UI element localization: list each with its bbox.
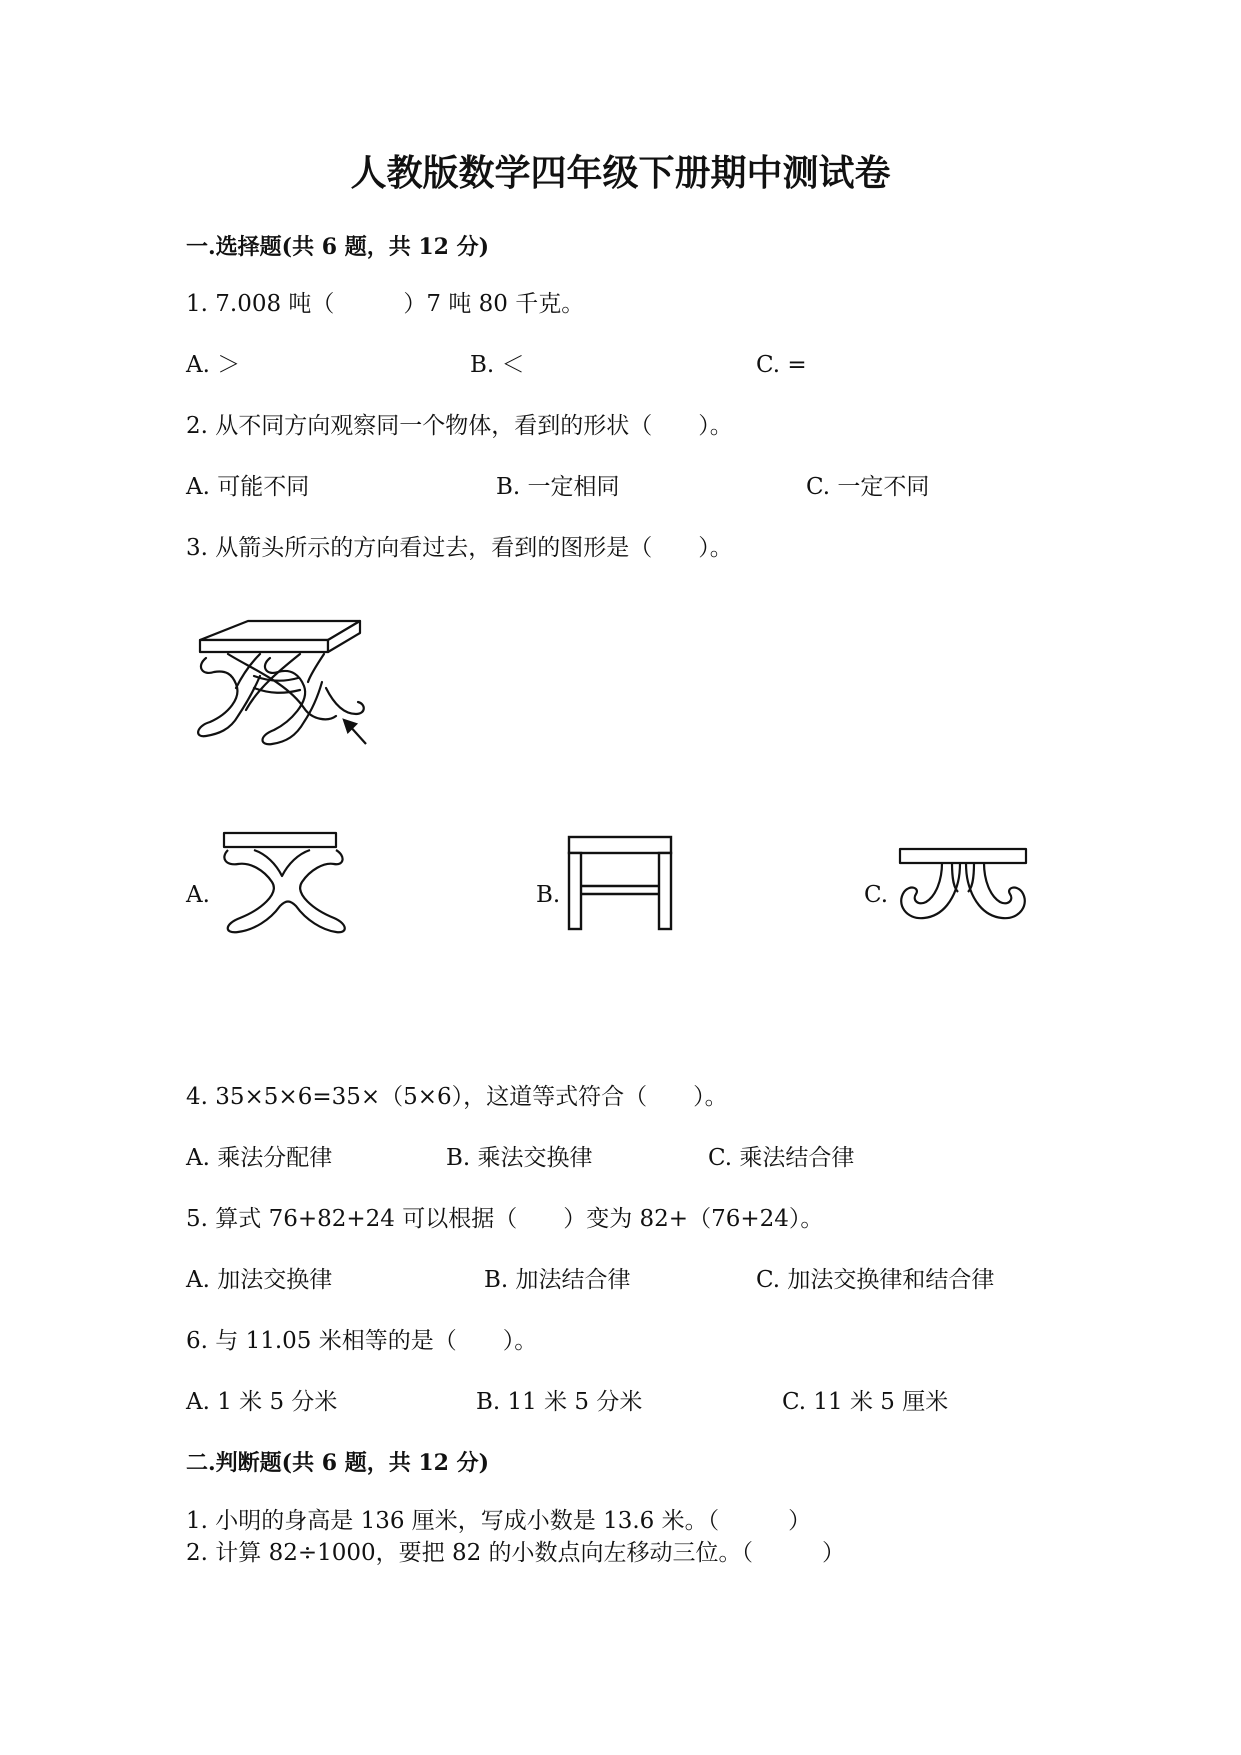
question-3-stem: 3. 从箭头所示的方向看过去，看到的图形是（ ）。 [186,535,733,561]
question-3-option-a[interactable]: A. [186,882,210,908]
question-1-option-c[interactable]: C. = [756,352,807,378]
section-heading-choice: 一.选择题(共 6 题，共 12 分) [186,234,490,260]
question-4-stem: 4. 35×5×6=35×（5×6），这道等式符合（ ）。 [186,1084,728,1110]
question-6-stem: 6. 与 11.05 米相等的是（ ）。 [186,1328,538,1354]
section-heading-true-false: 二.判断题(共 6 题，共 12 分) [186,1450,490,1476]
question-1-option-b[interactable]: B. ＜ [470,352,525,378]
question-5-option-c[interactable]: C. 加法交换律和结合律 [756,1267,995,1293]
page-title: 人教版数学四年级下册期中测试卷 [350,152,891,194]
question-6-option-a[interactable]: A. 1 米 5 分米 [186,1389,338,1415]
question-1-stem: 1. 7.008 吨（ ）7 吨 80 千克。 [186,291,585,317]
question-3-option-b[interactable]: B. [536,882,561,908]
question-2-stem: 2. 从不同方向观察同一个物体，看到的形状（ ）。 [186,413,733,439]
question-5-option-b[interactable]: B. 加法结合律 [484,1267,631,1293]
question-4-option-a[interactable]: A. 乘法分配律 [186,1145,333,1171]
question-1-option-a[interactable]: A. ＞ [186,352,241,378]
question-3-option-c[interactable]: C. [864,882,889,908]
option-a-figure[interactable] [214,830,349,935]
option-b-figure[interactable] [566,834,676,934]
stool-perspective-figure [188,618,378,758]
question-6-option-b[interactable]: B. 11 米 5 分米 [476,1389,643,1415]
option-c-figure[interactable] [896,846,1034,928]
question-4-option-c[interactable]: C. 乘法结合律 [708,1145,855,1171]
judge-question-1: 1. 小明的身高是 136 厘米，写成小数是 13.6 米。（ ） [186,1508,812,1534]
question-6-option-c[interactable]: C. 11 米 5 厘米 [782,1389,949,1415]
question-5-stem: 5. 算式 76+82+24 可以根据（ ）变为 82+（76+24）。 [186,1206,824,1232]
question-2-option-a[interactable]: A. 可能不同 [186,474,310,500]
judge-question-2: 2. 计算 82÷1000，要把 82 的小数点向左移动三位。（ ） [186,1540,846,1566]
question-2-option-c[interactable]: C. 一定不同 [806,474,930,500]
question-2-option-b[interactable]: B. 一定相同 [496,474,620,500]
question-5-option-a[interactable]: A. 加法交换律 [186,1267,333,1293]
question-4-option-b[interactable]: B. 乘法交换律 [446,1145,593,1171]
